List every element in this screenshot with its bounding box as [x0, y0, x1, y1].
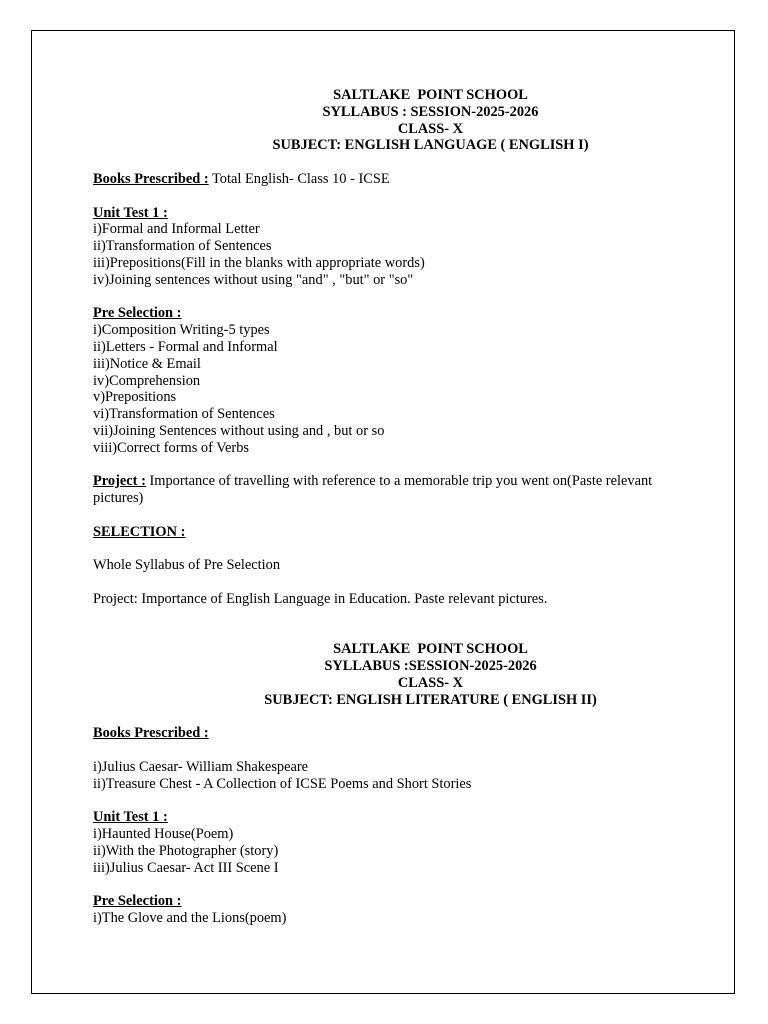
- list-item: vii)Joining Sentences without using and , but or so: [93, 422, 385, 439]
- project-paragraph: [93, 473, 653, 507]
- list-item: iii)Prepositions(Fill in the blanks with appropriate words): [93, 254, 425, 271]
- document-content: [93, 87, 693, 927]
- list-item: ii)Transformation of Sentences: [93, 238, 272, 255]
- syllabus-session: SYLLABUS :SESSION-2025-2026: [324, 658, 537, 675]
- section1-header: [0, 87, 768, 154]
- list-item: i)Formal and Informal Letter: [93, 221, 260, 238]
- unit-test-label: Unit Test 1 :: [93, 204, 168, 221]
- list-item: i)Haunted House(Poem): [93, 826, 234, 843]
- subject-title: SUBJECT: ENGLISH LANGUAGE ( ENGLISH I): [272, 137, 589, 154]
- project-label: Project :: [93, 473, 146, 490]
- pre-selection-label: Pre Selection :: [93, 893, 182, 910]
- school-name: SALTLAKE POINT SCHOOL: [333, 641, 528, 658]
- project-text: Importance of travelling with reference to a memorable trip you went on(Paste relevant pictures): [93, 473, 653, 507]
- list-item: vi)Transformation of Sentences: [93, 406, 275, 423]
- selection-heading: [93, 524, 693, 541]
- list-item: iv)Joining sentences without using "and" , "but" or "so": [93, 271, 414, 288]
- school-name: SALTLAKE POINT SCHOOL: [333, 87, 528, 103]
- list-item: i)Composition Writing-5 types: [93, 322, 270, 339]
- books-prescribed-value: Total English- Class 10 - ICSE: [208, 170, 390, 187]
- books-prescribed-heading: [93, 725, 693, 742]
- syllabus-session: SYLLABUS : SESSION-2025-2026: [322, 103, 539, 120]
- books-prescribed: [93, 171, 693, 188]
- selection-project: Project: Importance of English Language in Education. Paste relevant pictures.: [93, 590, 548, 607]
- list-item: v)Prepositions: [93, 389, 177, 406]
- list-item: iii)Julius Caesar- Act III Scene I: [93, 859, 279, 876]
- subject-title: SUBJECT: ENGLISH LITERATURE ( ENGLISH II): [264, 691, 597, 708]
- list-item: iii)Notice & Email: [93, 355, 201, 372]
- pre-selection-label: Pre Selection :: [93, 305, 182, 322]
- class-title: CLASS- X: [397, 120, 464, 137]
- list-item: ii)With the Photographer (story): [93, 842, 279, 859]
- unit-test-heading: [93, 205, 693, 222]
- books-prescribed-label: Books Prescribed :: [93, 725, 209, 742]
- unit-test-label: Unit Test 1 :: [93, 809, 168, 826]
- list-item: i)The Glove and the Lions(poem): [93, 910, 287, 927]
- list-item: viii)Correct forms of Verbs: [93, 439, 249, 456]
- unit-test-heading: [93, 809, 693, 826]
- selection-syllabus: Whole Syllabus of Pre Selection: [93, 557, 281, 574]
- list-item: i)Julius Caesar- William Shakespeare: [93, 758, 309, 775]
- list-item: iv)Comprehension: [93, 372, 201, 389]
- books-prescribed-label: Books Prescribed :: [93, 170, 209, 187]
- pre-selection-heading: [93, 305, 693, 322]
- section2-header: [0, 641, 768, 708]
- list-item: ii)Treasure Chest - A Collection of ICSE Poems and Short Stories: [93, 775, 472, 792]
- pre-selection-heading: [93, 893, 693, 910]
- selection-label: SELECTION :: [93, 523, 186, 540]
- class-title: CLASS- X: [397, 674, 464, 691]
- list-item: ii)Letters - Formal and Informal: [93, 338, 278, 355]
